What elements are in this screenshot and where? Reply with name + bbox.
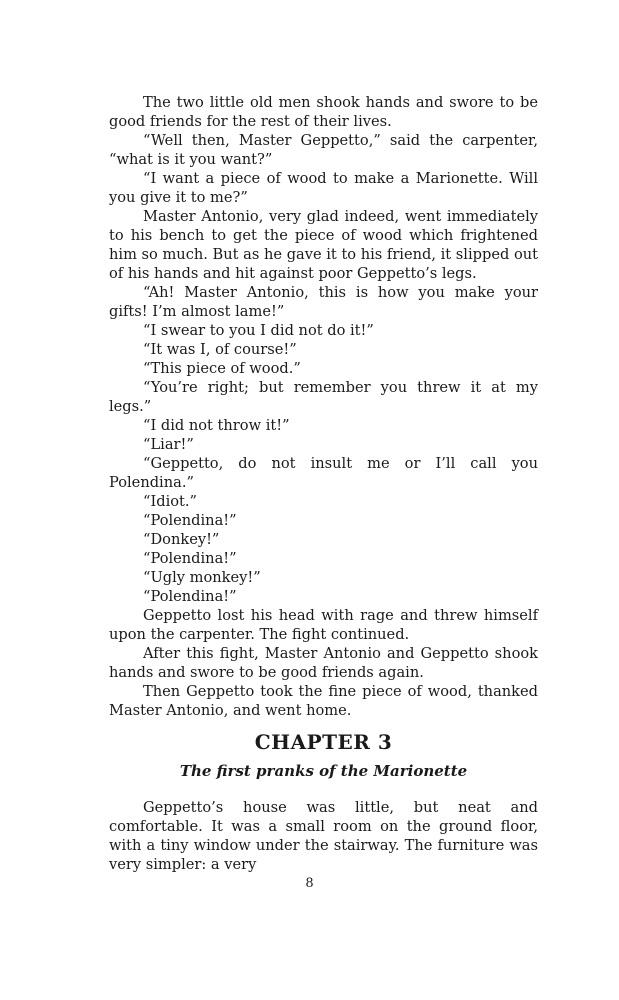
paragraph: The two little old men shook hands and swore to be good friends for the rest of their lives.: [109, 94, 538, 130]
paragraph: Then Geppetto took the fine piece of wood, thanked Master Antonio, and went home.: [109, 683, 538, 719]
paragraph: After this fight, Master Antonio and Geppetto shook hands and swore to be good friends again.: [109, 645, 538, 681]
paragraph: “I did not throw it!”: [143, 417, 290, 434]
paragraph: “Ugly monkey!”: [143, 569, 261, 586]
paragraph: “Donkey!”: [143, 531, 220, 548]
paragraph: Geppetto’s house was little, but neat and comfortable. It was a small room on the ground floor, with a tiny window under the stairway. The furniture was very simpler: a very: [109, 799, 538, 873]
paragraph: Master Antonio, very glad indeed, went immediately to his bench to get the piece of wood which frightened him so much. But as he gave it to his friend, it slipped out of his hands and hit against poor Geppetto’s legs.: [109, 208, 538, 282]
body-text-before-chapter: [109, 93, 538, 720]
paragraph: “Polendina!”: [143, 588, 237, 605]
paragraph: “I want a piece of wood to make a Marionette. Will you give it to me?”: [109, 170, 538, 206]
paragraph: “Well then, Master Geppetto,” said the carpenter, “what is it you want?”: [109, 132, 538, 168]
body-text-chapter-3: [109, 798, 538, 874]
page-number: 8: [305, 876, 314, 891]
paragraph: “Polendina!”: [143, 550, 237, 567]
paragraph: “Liar!”: [143, 436, 194, 453]
paragraph: “Polendina!”: [143, 512, 237, 529]
paragraph: “This piece of wood.”: [143, 360, 301, 377]
chapter-subtitle: The first pranks of the Marionette: [179, 762, 468, 780]
paragraph: “Ah! Master Antonio, this is how you make your gifts! I’m almost lame!”: [109, 284, 538, 320]
paragraph: “Geppetto, do not insult me or I’ll call you Polendina.”: [109, 455, 538, 491]
chapter-title: CHAPTER 3: [254, 730, 393, 754]
paragraph: “Idiot.”: [143, 493, 197, 510]
paragraph: “I swear to you I did not do it!”: [143, 322, 374, 339]
paragraph: “You’re right; but remember you threw it at my legs.”: [109, 379, 538, 415]
paragraph: Geppetto lost his head with rage and threw himself upon the carpenter. The fight continued.: [109, 607, 538, 643]
paragraph: “It was I, of course!”: [143, 341, 297, 358]
